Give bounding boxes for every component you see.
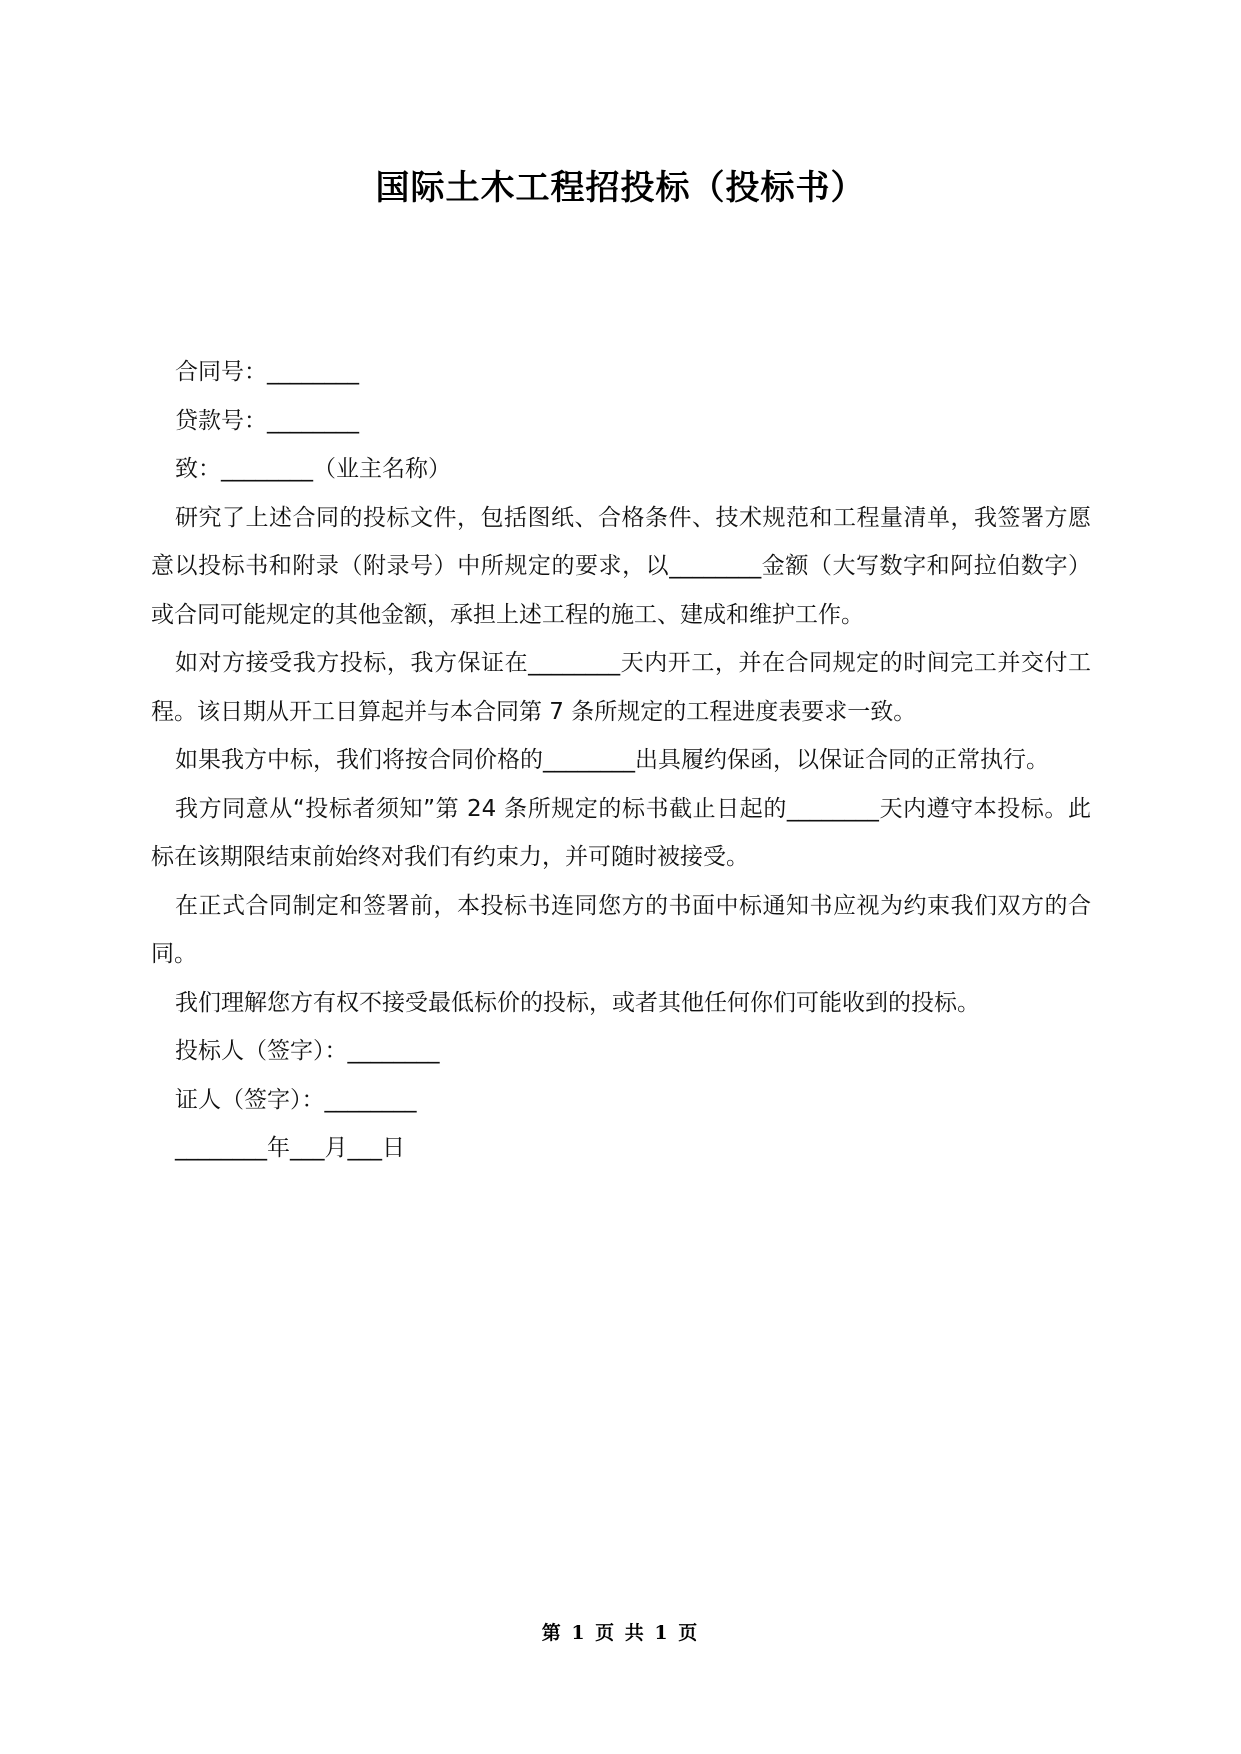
body-paragraph: 如对方接受我方投标，我方保证在________天内开工，并在合同规定的时间完工并交付工程。该日期从开工日算起并与本合同第 7 条所规定的工程进度表要求一致。: [151, 650, 1091, 725]
page-footer: 第 1 页 共 1 页: [541, 1622, 700, 1644]
body-paragraph: 我们理解您方有权不接受最低标价的投标，或者其他任何你们可能收到的投标。: [175, 989, 980, 1016]
document-body: [151, 348, 1091, 1173]
body-paragraph: 如果我方中标，我们将按合同价格的________出具履约保函，以保证合同的正常执行。: [175, 747, 1049, 773]
date-line: ________年___月___日: [175, 1135, 405, 1161]
addressee-line: 致：________（业主名称）: [175, 456, 451, 482]
document-title: 国际土木工程招投标（投标书）: [375, 168, 866, 208]
witness-signature-line: 证人（签字）：________: [175, 1086, 417, 1113]
bidder-signature-line: 投标人（签字）：________: [175, 1038, 440, 1064]
body-paragraph: 在正式合同制定和签署前，本投标书连同您方的书面中标通知书应视为约束我们双方的合同。: [151, 892, 1091, 967]
body-paragraph: 我方同意从“投标者须知”第 24 条所规定的标书截止日起的________天内遵守本投标。此标在该期限结束前始终对我们有约束力，并可随时被接受。: [151, 795, 1091, 870]
contract-number-line: 合同号：________: [175, 359, 359, 385]
loan-number-line: 贷款号：________: [175, 407, 359, 434]
body-paragraph: 研究了上述合同的投标文件，包括图纸、合格条件、技术规范和工程量清单，我签署方愿意以投标书和附录（附录号）中所规定的要求，以________金额（大写数字和阿拉伯数字）或合同可能规定的其他金额，承担上述工程的施工、建成和维护工作。: [151, 504, 1091, 628]
